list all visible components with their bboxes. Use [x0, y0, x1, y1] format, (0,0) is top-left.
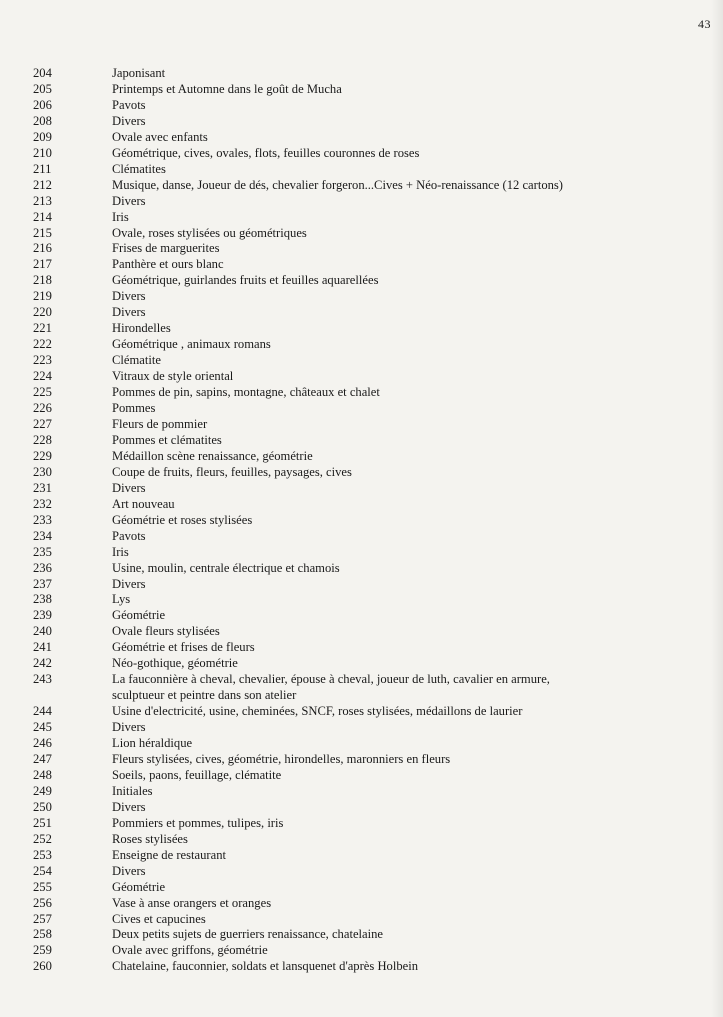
catalog-entry — [0, 257, 723, 273]
catalog-entry — [0, 736, 723, 752]
entry-description-line: Divers — [112, 289, 146, 304]
entry-description — [91, 433, 632, 449]
entry-description — [91, 768, 632, 784]
catalog-entry — [0, 449, 723, 465]
entry-number: 248 — [33, 767, 52, 782]
entry-description — [91, 417, 632, 433]
entry-number: 208 — [33, 113, 52, 128]
entry-description — [91, 704, 632, 720]
entry-description-line: Médaillon scène renaissance, géométrie — [112, 448, 313, 463]
entry-description-line: Vitraux de style oriental — [112, 369, 234, 384]
entry-number: 219 — [33, 289, 52, 304]
catalog-entry — [0, 912, 723, 928]
entry-number: 246 — [33, 736, 52, 751]
catalog-entry — [0, 385, 723, 401]
catalog-entry — [0, 465, 723, 481]
entry-description-line: Néo-gothique, géométrie — [112, 656, 238, 671]
entry-description-line: Divers — [112, 305, 146, 320]
entry-description-line: Japonisant — [112, 66, 166, 80]
entry-number: 206 — [33, 97, 52, 112]
catalog-entry — [0, 577, 723, 593]
entry-number: 247 — [33, 751, 52, 766]
catalog-entry — [0, 305, 723, 321]
entry-number: 205 — [33, 81, 52, 96]
entry-number: 259 — [33, 943, 52, 958]
catalog-entry — [0, 146, 723, 162]
entry-description — [91, 337, 632, 353]
entry-number: 217 — [33, 257, 52, 272]
entry-description-line: Ovale avec griffons, géométrie — [112, 943, 268, 958]
entry-number: 252 — [33, 831, 52, 846]
entry-description-line: Divers — [112, 576, 146, 591]
entry-description — [91, 369, 632, 385]
entry-number: 233 — [33, 512, 52, 527]
entry-number: 223 — [33, 353, 52, 368]
catalog-entry — [0, 130, 723, 146]
catalog-entry — [0, 417, 723, 433]
catalog-entry — [0, 66, 723, 82]
entry-description — [91, 800, 632, 816]
entry-description-line: Géométrique, cives, ovales, flots, feuilles couronnes de roses — [112, 145, 420, 160]
catalog-entry — [0, 704, 723, 720]
catalog-entry — [0, 800, 723, 816]
catalog-entry — [0, 337, 723, 353]
entry-description-line: Clématite — [112, 353, 161, 368]
entry-description — [91, 449, 632, 465]
entry-description-line: Divers — [112, 480, 146, 495]
entry-description-line: Initiales — [112, 783, 153, 798]
entry-description — [91, 178, 632, 194]
catalog-entry — [0, 273, 723, 289]
catalog-entry — [0, 784, 723, 800]
catalog-entry — [0, 369, 723, 385]
catalog-entry — [0, 943, 723, 959]
entry-number: 230 — [33, 464, 52, 479]
entry-description-line: Vase à anse orangers et oranges — [112, 895, 272, 910]
entry-description — [91, 529, 632, 545]
catalog-entry — [0, 545, 723, 561]
entry-description-line: Frises de marguerites — [112, 241, 220, 256]
entry-number: 243 — [33, 672, 52, 687]
entry-description-line: Ovale, roses stylisées ou géométriques — [112, 225, 307, 240]
entry-number: 260 — [33, 959, 52, 974]
entry-description — [91, 656, 632, 672]
catalog-entry-list — [0, 66, 723, 975]
entry-description — [91, 401, 632, 417]
entry-number: 257 — [33, 911, 52, 926]
entry-description — [91, 832, 632, 848]
entry-description — [91, 864, 632, 880]
entry-description-line: sculptueur et peintre dans son atelier — [112, 688, 297, 703]
entry-description — [91, 577, 632, 593]
catalog-entry — [0, 592, 723, 608]
entry-description — [91, 959, 632, 975]
entry-number: 204 — [33, 66, 52, 80]
entry-description — [91, 592, 632, 608]
entry-description-line: Pavots — [112, 97, 146, 112]
entry-number: 256 — [33, 895, 52, 910]
entry-number: 235 — [33, 544, 52, 559]
entry-number: 231 — [33, 480, 52, 495]
entry-number: 232 — [33, 496, 52, 511]
page-number: 43 — [698, 17, 711, 31]
entry-description — [91, 672, 632, 704]
entry-description — [91, 752, 632, 768]
entry-description — [91, 784, 632, 800]
catalog-entry — [0, 433, 723, 449]
catalog-entry — [0, 896, 723, 912]
entry-number: 241 — [33, 640, 52, 655]
entry-number: 225 — [33, 385, 52, 400]
entry-description-line: Coupe de fruits, fleurs, feuilles, paysages, cives — [112, 464, 352, 479]
entry-description — [91, 257, 632, 273]
catalog-entry — [0, 880, 723, 896]
entry-description — [91, 162, 632, 178]
entry-description-line: Panthère et ours blanc — [112, 257, 224, 272]
catalog-entry — [0, 98, 723, 114]
catalog-entry — [0, 720, 723, 736]
catalog-entry — [0, 513, 723, 529]
entry-description-line: Clématites — [112, 161, 166, 176]
entry-description — [91, 513, 632, 529]
entry-description-line: Géométrie et roses stylisées — [112, 512, 253, 527]
entry-description-line: Deux petits sujets de guerriers renaissance, chatelaine — [112, 927, 384, 942]
catalog-entry — [0, 82, 723, 98]
entry-description-line: Cives et capucines — [112, 911, 206, 926]
catalog-entry — [0, 226, 723, 242]
entry-description-line: Musique, danse, Joueur de dés, chevalier forgeron...Cives + Néo-renaissance (12 cartons) — [112, 177, 564, 192]
entry-number: 253 — [33, 847, 52, 862]
entry-number: 224 — [33, 369, 52, 384]
entry-description-line: Fleurs de pommier — [112, 416, 208, 431]
entry-number: 221 — [33, 321, 52, 336]
entry-number: 214 — [33, 209, 52, 224]
entry-description — [91, 321, 632, 337]
entry-number: 218 — [33, 273, 52, 288]
entry-description-line: Géométrie et frises de fleurs — [112, 640, 255, 655]
entry-number: 227 — [33, 416, 52, 431]
catalog-entry — [0, 497, 723, 513]
entry-description-line: La fauconnière à cheval, chevalier, épouse à cheval, joueur de luth, cavalier en armure, — [112, 672, 550, 687]
entry-description-line: Pommes — [112, 401, 156, 416]
catalog-entry — [0, 752, 723, 768]
entry-description — [91, 720, 632, 736]
entry-number: 250 — [33, 799, 52, 814]
entry-description-line: Iris — [112, 544, 129, 559]
entry-description-line: Art nouveau — [112, 496, 175, 511]
entry-description — [91, 194, 632, 210]
entry-number: 242 — [33, 656, 52, 671]
entry-description — [91, 146, 632, 162]
entry-description — [91, 848, 632, 864]
entry-description — [91, 561, 632, 577]
entry-description — [91, 912, 632, 928]
entry-number: 254 — [33, 863, 52, 878]
entry-description — [91, 896, 632, 912]
entry-description-line: Lion héraldique — [112, 736, 193, 751]
entry-description-line: Iris — [112, 209, 129, 224]
entry-number: 220 — [33, 305, 52, 320]
entry-description — [91, 226, 632, 242]
entry-description — [91, 624, 632, 640]
entry-number: 229 — [33, 448, 52, 463]
catalog-entry — [0, 624, 723, 640]
catalog-entry — [0, 321, 723, 337]
catalog-entry — [0, 194, 723, 210]
entry-description-line: Géométrique , animaux romans — [112, 337, 271, 352]
entry-description — [91, 880, 632, 896]
catalog-entry — [0, 162, 723, 178]
entry-description-line: Printemps et Automne dans le goût de Mucha — [112, 81, 342, 96]
entry-description — [91, 465, 632, 481]
entry-number: 237 — [33, 576, 52, 591]
catalog-entry — [0, 561, 723, 577]
entry-description-line: Fleurs stylisées, cives, géométrie, hirondelles, maronniers en fleurs — [112, 751, 451, 766]
catalog-entry — [0, 178, 723, 194]
entry-description-line: Usine, moulin, centrale électrique et chamois — [112, 560, 340, 575]
entry-description — [91, 289, 632, 305]
entry-number: 211 — [33, 161, 52, 176]
entry-number: 236 — [33, 560, 52, 575]
entry-description — [91, 608, 632, 624]
entry-number: 255 — [33, 879, 52, 894]
entry-description — [91, 273, 632, 289]
catalog-entry — [0, 241, 723, 257]
entry-description-line: Pavots — [112, 528, 146, 543]
entry-description-line: Soeils, paons, feuillage, clématite — [112, 767, 282, 782]
entry-description-line: Pommiers et pommes, tulipes, iris — [112, 815, 284, 830]
entry-number: 226 — [33, 401, 52, 416]
entry-number: 222 — [33, 337, 52, 352]
entry-description — [91, 816, 632, 832]
entry-description — [91, 353, 632, 369]
entry-description-line: Pommes et clématites — [112, 432, 222, 447]
entry-description — [91, 927, 632, 943]
catalog-entry — [0, 608, 723, 624]
entry-number: 249 — [33, 783, 52, 798]
entry-description — [91, 305, 632, 321]
entry-description — [91, 210, 632, 226]
catalog-entry — [0, 481, 723, 497]
entry-description — [91, 640, 632, 656]
entry-number: 251 — [33, 815, 52, 830]
entry-description — [91, 98, 632, 114]
entry-description — [91, 545, 632, 561]
catalog-entry — [0, 210, 723, 226]
catalog-entry — [0, 959, 723, 975]
entry-description-line: Pommes de pin, sapins, montagne, châteaux et chalet — [112, 385, 380, 400]
entry-description — [91, 66, 632, 82]
entry-number: 239 — [33, 608, 52, 623]
entry-description-line: Géométrie — [112, 608, 166, 623]
entry-description — [91, 130, 632, 146]
catalog-entry — [0, 768, 723, 784]
entry-description-line: Hirondelles — [112, 321, 171, 336]
entry-number: 215 — [33, 225, 52, 240]
entry-description — [91, 82, 632, 98]
catalog-entry — [0, 672, 723, 704]
entry-number: 210 — [33, 145, 52, 160]
entry-description — [91, 943, 632, 959]
entry-number: 238 — [33, 592, 52, 607]
entry-number: 244 — [33, 704, 52, 719]
catalog-entry — [0, 864, 723, 880]
entry-description-line: Roses stylisées — [112, 831, 188, 846]
entry-number: 212 — [33, 177, 52, 192]
entry-description — [91, 481, 632, 497]
entry-number: 228 — [33, 432, 52, 447]
entry-number: 240 — [33, 624, 52, 639]
entry-description — [91, 736, 632, 752]
entry-description-line: Ovale fleurs stylisées — [112, 624, 220, 639]
entry-description-line: Divers — [112, 113, 146, 128]
entry-description — [91, 385, 632, 401]
catalog-entry — [0, 832, 723, 848]
entry-description-line: Divers — [112, 799, 146, 814]
catalog-entry — [0, 927, 723, 943]
entry-description — [91, 497, 632, 513]
entry-description-line: Usine d'electricité, usine, cheminées, SNCF, roses stylisées, médaillons de laurier — [112, 704, 523, 719]
entry-description — [91, 241, 632, 257]
catalog-entry — [0, 529, 723, 545]
entry-description — [91, 114, 632, 130]
entry-description-line: Enseigne de restaurant — [112, 847, 226, 862]
entry-description-line: Ovale avec enfants — [112, 129, 208, 144]
catalog-entry — [0, 816, 723, 832]
catalog-entry — [0, 848, 723, 864]
entry-number: 213 — [33, 193, 52, 208]
entry-description-line: Divers — [112, 193, 146, 208]
entry-description-line: Géométrique, guirlandes fruits et feuilles aquarellées — [112, 273, 379, 288]
entry-number: 216 — [33, 241, 52, 256]
entry-description-line: Géométrie — [112, 879, 166, 894]
catalog-entry — [0, 289, 723, 305]
entry-number: 234 — [33, 528, 52, 543]
entry-description-line: Divers — [112, 720, 146, 735]
entry-number: 209 — [33, 129, 52, 144]
entry-number: 245 — [33, 720, 52, 735]
catalog-entry — [0, 640, 723, 656]
entry-description-line: Divers — [112, 863, 146, 878]
catalog-entry — [0, 353, 723, 369]
entry-description-line: Chatelaine, fauconnier, soldats et lansquenet d'après Holbein — [112, 959, 419, 974]
entry-number: 258 — [33, 927, 52, 942]
catalog-entry — [0, 401, 723, 417]
catalog-entry — [0, 114, 723, 130]
catalog-entry — [0, 656, 723, 672]
entry-description-line: Lys — [112, 592, 131, 607]
